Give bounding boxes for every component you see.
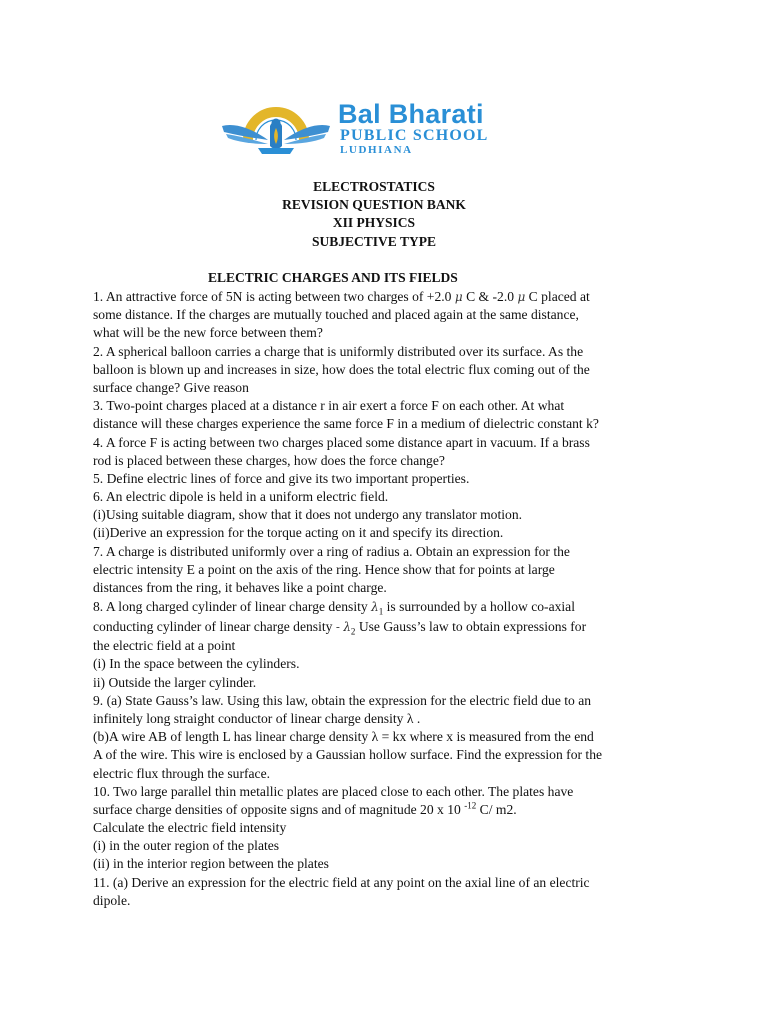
question-list	[93, 288, 678, 910]
school-city: LUDHIANA	[340, 144, 413, 156]
section-heading: ELECTRIC CHARGES AND ITS FIELDS	[208, 270, 458, 285]
minus-symbol: -	[335, 620, 340, 635]
question-3-line-2: distance will these charges experience the same force F in a medium of dielectric constant k?	[93, 416, 599, 432]
question-1-line-2: some distance. If the charges are mutually touched and placed again at the same distance,	[93, 307, 579, 323]
question-9-line-2: infinitely long straight conductor of linear charge density λ .	[93, 710, 421, 726]
lambda-subscript: 2	[350, 626, 356, 637]
question-8-line-3: the electric field at a point	[93, 638, 236, 654]
question-6-line-3: (ii)Derive an expression for the torque acting on it and specify its direction.	[93, 525, 504, 541]
question-2-line-3: surface change? Give reason	[93, 379, 249, 395]
question-7-line-3: distances from the ring, it behaves like a point charge.	[93, 580, 387, 595]
question-10-line-3: Calculate the electric field intensity	[93, 820, 287, 836]
question-1-line-3: what will be the new force between them?	[93, 325, 323, 341]
document-title-block	[0, 178, 748, 251]
question-11-line-1: 11. (a) Derive an expression for the electric field at any point on the axial line of an electric	[93, 874, 590, 890]
lambda-symbol: λ	[343, 620, 351, 635]
mu-symbol: μ	[454, 290, 463, 304]
question-2-line-1: 2. A spherical balloon carries a charge that is uniformly distributed over its surface. As the	[93, 343, 584, 359]
question-11-line-2: dipole.	[93, 892, 131, 908]
question-4-line-1: 4. A force F is acting between two charges placed some distance apart in vacuum. If a brass	[93, 434, 590, 450]
title-question-type: SUBJECTIVE TYPE	[312, 233, 436, 249]
question-9-line-4: A of the wire. This wire is enclosed by a Gaussian hollow surface. Find the expression for the	[93, 747, 603, 763]
question-8-line-5: ii) Outside the larger cylinder.	[93, 674, 257, 690]
question-6-line-2: (i)Using suitable diagram, show that it does not undergo any translator motion.	[93, 507, 523, 523]
question-10-line-4: (i) in the outer region of the plates	[93, 838, 280, 854]
question-4-line-2: rod is placed between these charges, how does the force change?	[93, 452, 445, 468]
question-6-line-1: 6. An electric dipole is held in a uniform electric field.	[93, 489, 389, 505]
question-9-line-3: (b)A wire AB of length L has linear charge density λ = kx where x is measured from the end	[93, 729, 594, 745]
question-8-line-1: 8. A long charged cylinder of linear charge density $\lambda_1$ is surrounded by a hollow co-axial	[93, 599, 575, 617]
question-10-line-5: (ii) in the interior region between the plates	[93, 856, 329, 872]
school-type: PUBLIC SCHOOL	[340, 127, 489, 144]
question-9-line-5: electric flux through the surface.	[93, 765, 271, 781]
question-9-line-1: 9. (a) State Gauss’s law. Using this law, obtain the expression for the electric field due to an	[93, 692, 592, 708]
question-8-line-4: (i) In the space between the cylinders.	[93, 656, 300, 672]
mu-symbol: μ	[517, 290, 526, 304]
question-1-line-1: 1. An attractive force of 5N is acting between two charges of +2.0 μ C & -2.0 μ C placed at	[93, 289, 590, 304]
lambda-subscript: 1	[378, 606, 384, 617]
question-3-line-1: 3. Two-point charges placed at a distance r in air exert a force F on each other. At what	[93, 398, 565, 414]
school-name: Bal Bharati	[338, 99, 484, 129]
question-7-line-2: electric intensity E a point on the axis of the ring. Hence show that for points at large	[93, 561, 555, 577]
question-5-line-1: 5. Define electric lines of force and give its two important properties.	[93, 470, 470, 486]
question-8-line-2: conducting cylinder of linear charge density - $\lambda_2$ Use Gauss’s law to obtain expressions for	[93, 619, 587, 637]
title-class: XII PHYSICS	[332, 215, 416, 231]
question-7-line-1: 7. A charge is distributed uniformly over a ring of radius a. Obtain an expression for the	[93, 543, 570, 559]
question-10-line-2: surface charge densities of opposite signs and of magnitude 20 x 10 $^{-12}$ C/ m2.	[93, 800, 517, 817]
school-emblem-icon	[218, 96, 334, 158]
question-2-line-2: balloon is blown up and increases in size, how does the total electric flux coming out of the	[93, 361, 590, 377]
exponent: -12	[464, 800, 477, 811]
lambda-symbol: λ	[371, 600, 379, 615]
logo-text	[338, 100, 538, 156]
question-10-line-1: 10. Two large parallel thin metallic plates are placed close to each other. The plates have	[93, 783, 574, 799]
title-topic: ELECTROSTATICS	[313, 179, 435, 194]
title-doc-type: REVISION QUESTION BANK	[282, 197, 466, 213]
school-logo	[218, 96, 538, 158]
